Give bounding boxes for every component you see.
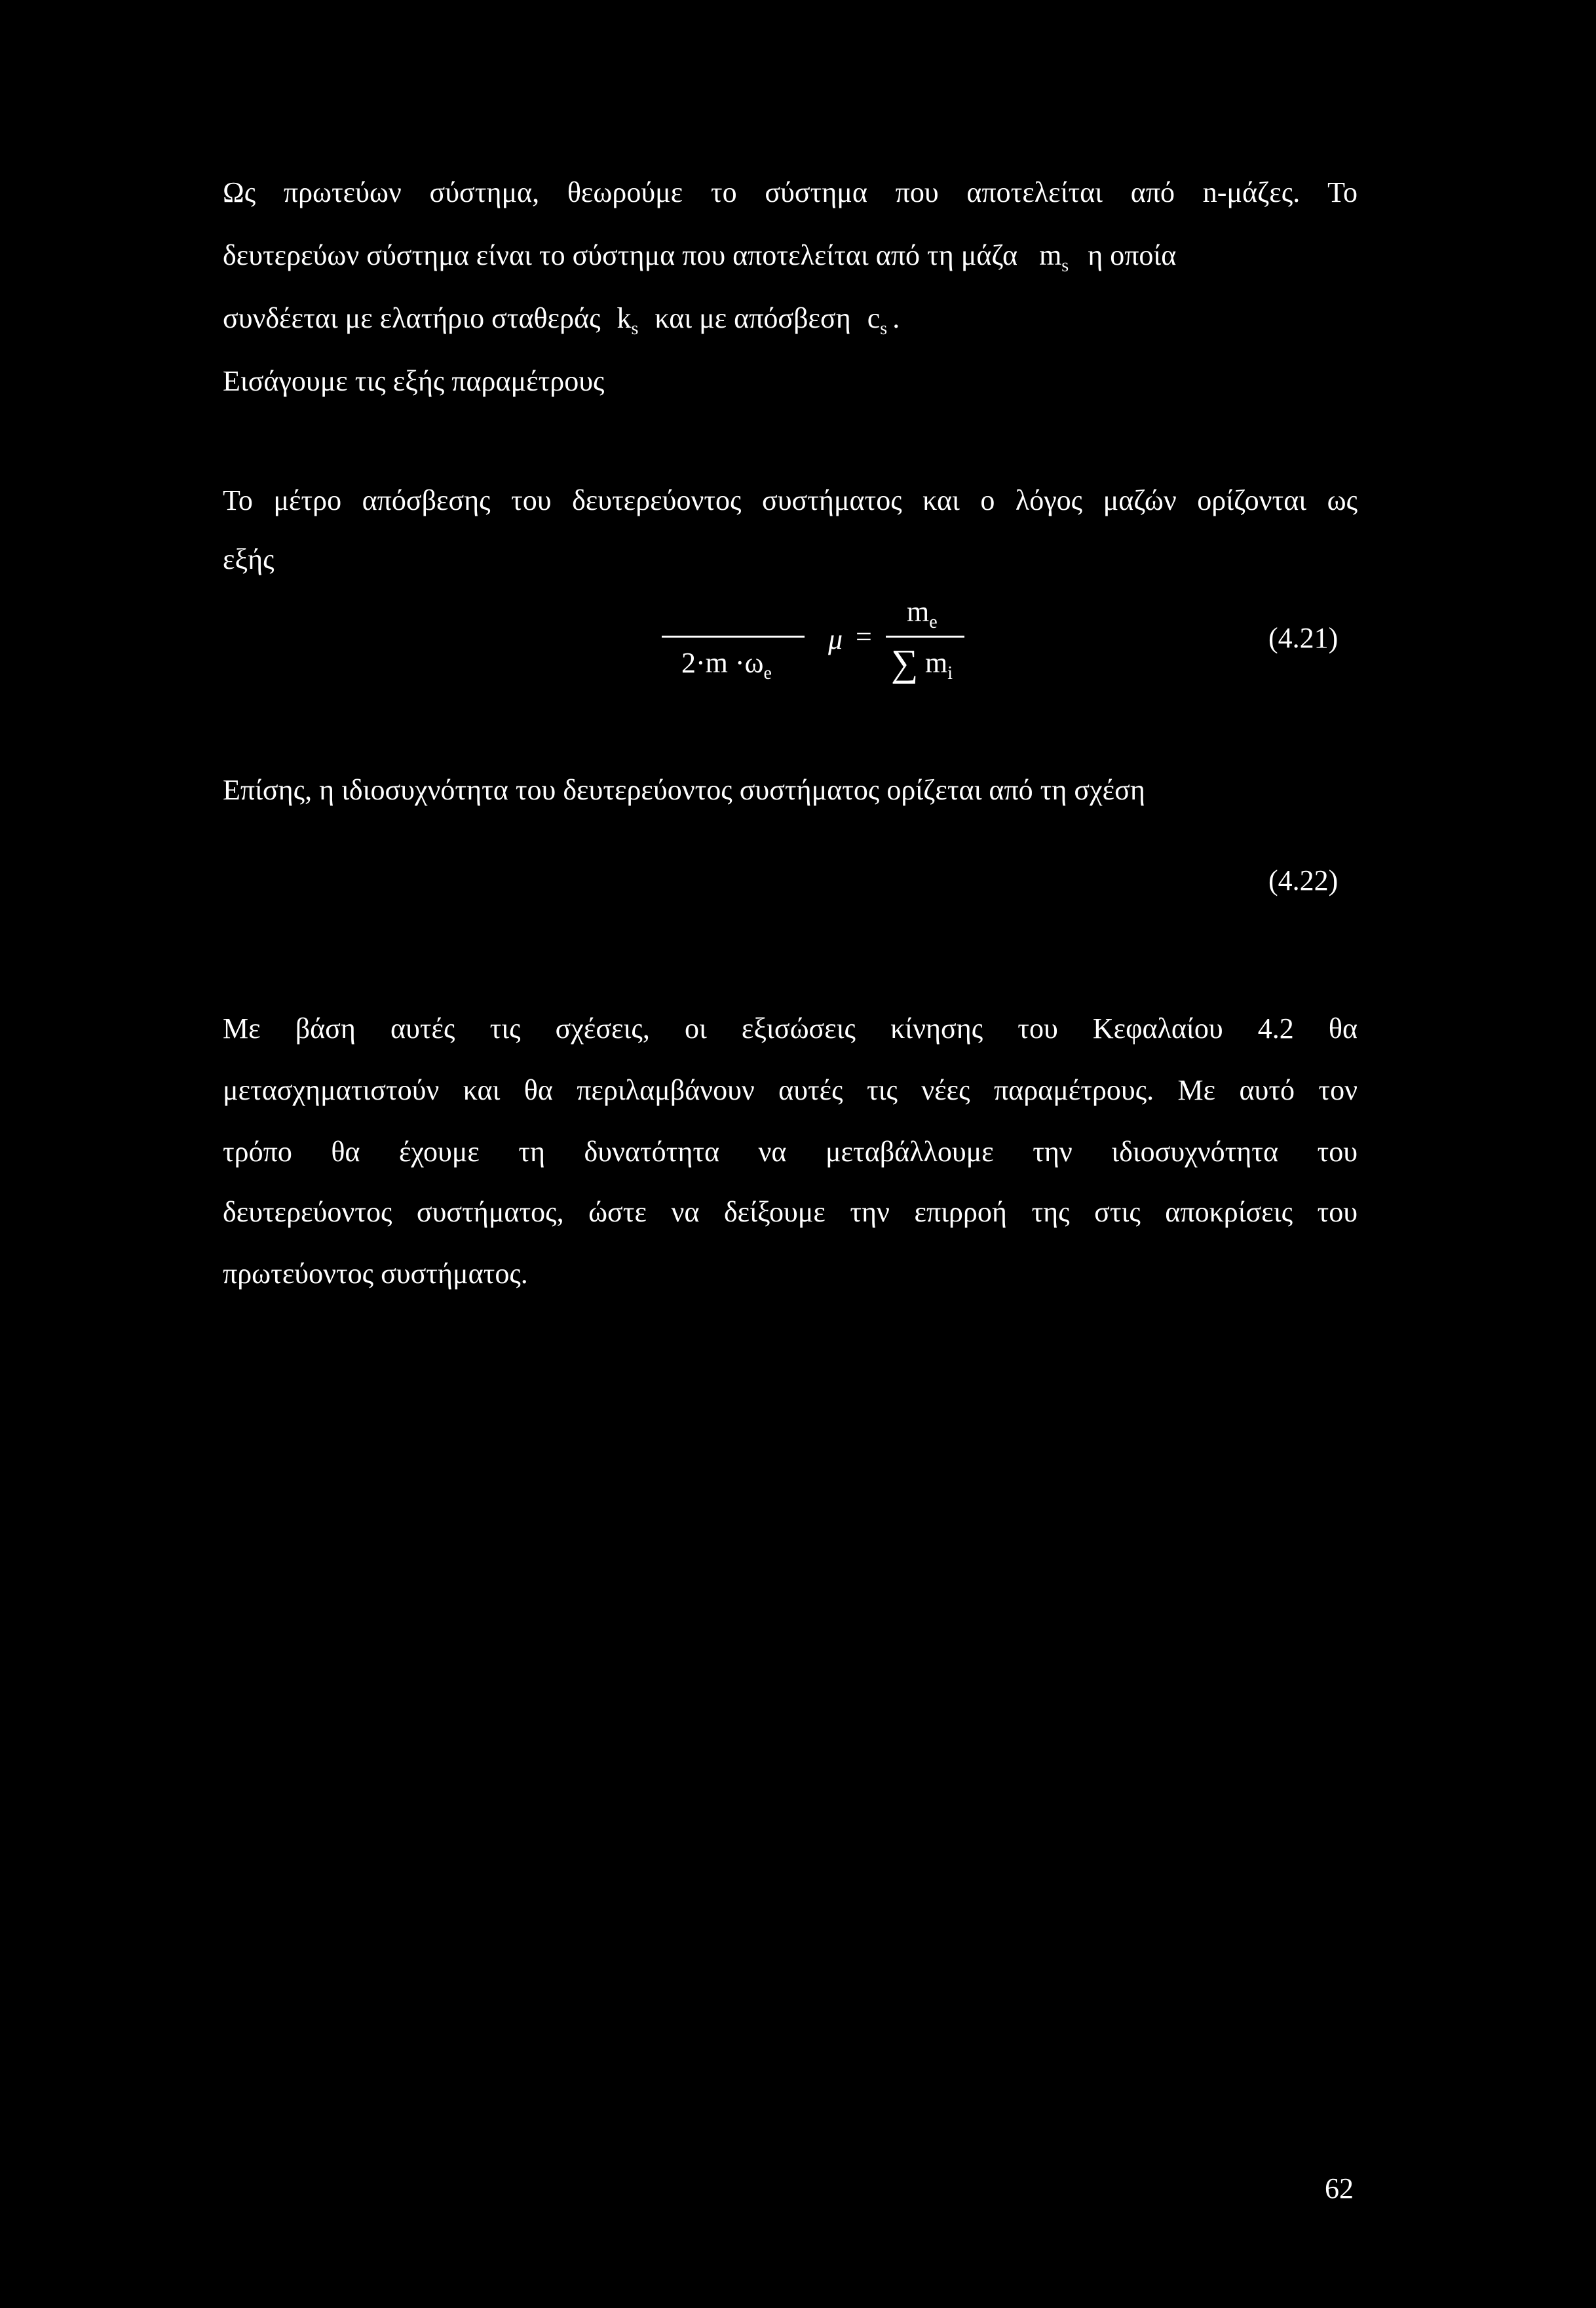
right-denominator-text: m bbox=[925, 647, 948, 679]
para1-line2 bbox=[223, 237, 1358, 284]
para4-line2: μετασχηματιστούν και θα περιλαμβάνουν αυτές τις νέες παραμέτρους. Με αυτό τον bbox=[223, 1074, 1358, 1106]
equation-number-4-22: (4.22) bbox=[1268, 864, 1339, 896]
para1-line3 bbox=[223, 300, 900, 347]
para1-line3-mid: και με απόσβεση bbox=[655, 302, 851, 334]
sum-symbol: ∑ bbox=[891, 642, 919, 684]
spring-ks-var: k bbox=[617, 302, 632, 334]
equals-sign: = bbox=[856, 621, 872, 653]
right-numerator-text: m bbox=[907, 596, 930, 628]
para1-line3-text: συνδέεται με ελατήριο σταθεράς bbox=[223, 302, 601, 334]
para2-line2: εξής bbox=[223, 543, 275, 575]
damping-cs-sub: s bbox=[880, 318, 888, 339]
para4-line5: πρωτεύοντος συστήματος. bbox=[223, 1258, 528, 1290]
para1-line4: Εισάγουμε τις εξής παραμέτρους bbox=[223, 365, 605, 397]
mu-symbol: μ bbox=[828, 623, 843, 655]
para1-line2-text: δευτερεύων σύστημα είναι το σύστημα που αποτελείται από τη μάζα bbox=[223, 239, 1018, 271]
para4-line4: δευτερεύοντος συστήματος, ώστε να δείξουμε την επιρροή της στις αποκρίσεις του bbox=[223, 1196, 1358, 1228]
left-denominator bbox=[681, 646, 772, 684]
mass-ms-sub: s bbox=[1061, 256, 1069, 276]
right-fraction-bar bbox=[886, 636, 964, 638]
damping-cs-var: c bbox=[867, 302, 881, 334]
right-denominator-sub: i bbox=[947, 663, 953, 683]
para1-line1: Ως πρωτεύων σύστημα, θεωρούμε το σύστημα που αποτελείται από n-μάζες. Το bbox=[223, 176, 1358, 208]
omega-sub: e bbox=[763, 663, 772, 683]
right-denominator bbox=[925, 646, 953, 684]
page-number: 62 bbox=[1325, 2172, 1354, 2204]
para1-line2-end: η οποία bbox=[1088, 239, 1177, 271]
spring-ks-sub: s bbox=[631, 318, 639, 339]
para1-line3-period: . bbox=[892, 302, 900, 334]
equation-number-4-21: (4.21) bbox=[1268, 622, 1339, 654]
para3-line1: Επίσης, η ιδιοσυχνότητα του δευτερεύοντος συστήματος ορίζεται από τη σχέση bbox=[223, 774, 1145, 806]
para2-line1: Το μέτρο απόσβεσης του δευτερεύοντος συστήματος και ο λόγος μαζών ορίζονται ως bbox=[223, 484, 1358, 516]
para4-line3: τρόπο θα έχουμε τη δυνατότητα να μεταβάλλουμε την ιδιοσυχνότητα του bbox=[223, 1136, 1358, 1168]
left-fraction-bar bbox=[662, 636, 805, 638]
mass-ms-var: m bbox=[1039, 239, 1062, 271]
para4-line1: Με βάση αυτές τις σχέσεις, οι εξισώσεις κίνησης του Κεφαλαίου 4.2 θα bbox=[223, 1012, 1358, 1045]
right-numerator bbox=[907, 595, 938, 633]
left-denominator-text: 2·m ·ω bbox=[681, 647, 764, 679]
right-numerator-sub: e bbox=[929, 612, 938, 632]
